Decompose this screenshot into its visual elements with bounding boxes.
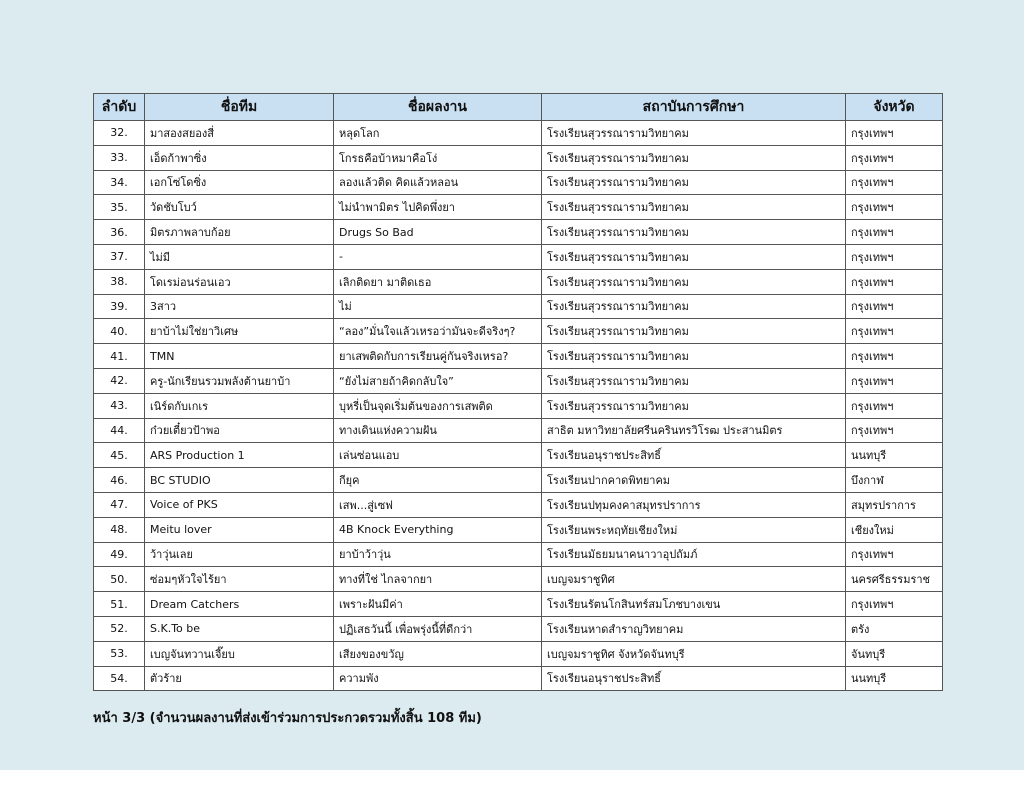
- cell-institution: โรงเรียนมัธยมนาคนาวาอุปถัมภ์: [542, 542, 846, 567]
- cell-province: กรุงเทพฯ: [846, 121, 943, 146]
- cell-province: นครศรีธรรมราช: [846, 567, 943, 592]
- cell-work-title: หลุดโลก: [334, 121, 542, 146]
- cell-institution: โรงเรียนสุวรรณารามวิทยาคม: [542, 121, 846, 146]
- table-row: [94, 344, 943, 369]
- table-row: [94, 244, 943, 269]
- cell-order: 49.: [94, 542, 145, 567]
- header-institution: สถาบันการศึกษา: [542, 94, 846, 121]
- table-row: [94, 443, 943, 468]
- cell-work-title: ทางที่ใช่ ไกลจากยา: [334, 567, 542, 592]
- cell-institution: โรงเรียนรัตนโกสินทร์สมโภชบางเขน: [542, 592, 846, 617]
- table-row: [94, 269, 943, 294]
- cell-province: กรุงเทพฯ: [846, 244, 943, 269]
- header-work-title: ชื่อผลงาน: [334, 94, 542, 121]
- cell-province: กรุงเทพฯ: [846, 418, 943, 443]
- cell-team-name: Voice of PKS: [145, 492, 334, 517]
- cell-province: กรุงเทพฯ: [846, 368, 943, 393]
- cell-province: นนทบุรี: [846, 666, 943, 691]
- cell-team-name: ว้าวุ่นเลย: [145, 542, 334, 567]
- cell-team-name: TMN: [145, 344, 334, 369]
- header-team-name: ชื่อทีม: [145, 94, 334, 121]
- cell-province: ตรัง: [846, 616, 943, 641]
- cell-province: เชียงใหม่: [846, 517, 943, 542]
- cell-province: สมุทรปราการ: [846, 492, 943, 517]
- cell-team-name: BC STUDIO: [145, 468, 334, 493]
- cell-institution: เบญจมราชูทิศ จังหวัดจันทบุรี: [542, 641, 846, 666]
- table-row: [94, 468, 943, 493]
- cell-institution: สาธิต มหาวิทยาลัยศรีนครินทรวิโรฒ ประสานมิตร: [542, 418, 846, 443]
- cell-work-title: โกรธคือบ้าหมาคือโง่: [334, 145, 542, 170]
- header-row: [94, 94, 943, 121]
- cell-work-title: ไม่นำพามิตร ไปคิดพึ่งยา: [334, 195, 542, 220]
- cell-institution: โรงเรียนสุวรรณารามวิทยาคม: [542, 368, 846, 393]
- table-row: [94, 418, 943, 443]
- cell-province: กรุงเทพฯ: [846, 344, 943, 369]
- table-row: [94, 641, 943, 666]
- cell-order: 45.: [94, 443, 145, 468]
- cell-institution: โรงเรียนพระหฤทัยเชียงใหม่: [542, 517, 846, 542]
- cell-institution: โรงเรียนหาดสำราญวิทยาคม: [542, 616, 846, 641]
- table-row: [94, 492, 943, 517]
- cell-work-title: 4B Knock Everything: [334, 517, 542, 542]
- cell-province: จันทบุรี: [846, 641, 943, 666]
- cell-work-title: -: [334, 244, 542, 269]
- cell-work-title: บุหรี่เป็นจุดเริ่มต้นของการเสพติด: [334, 393, 542, 418]
- cell-work-title: “ยังไม่สายถ้าคิดกลับใจ”: [334, 368, 542, 393]
- cell-province: กรุงเทพฯ: [846, 592, 943, 617]
- cell-order: 32.: [94, 121, 145, 146]
- table-row: [94, 666, 943, 691]
- cell-order: 34.: [94, 170, 145, 195]
- table-row: [94, 368, 943, 393]
- table-row: [94, 517, 943, 542]
- cell-order: 50.: [94, 567, 145, 592]
- cell-order: 39.: [94, 294, 145, 319]
- cell-work-title: “ลอง”มั่นใจแล้วเหรอว่ามันจะดีจริงๆ?: [334, 319, 542, 344]
- cell-work-title: ความพัง: [334, 666, 542, 691]
- cell-order: 52.: [94, 616, 145, 641]
- cell-work-title: กียุค: [334, 468, 542, 493]
- cell-team-name: ไม่มี: [145, 244, 334, 269]
- cell-order: 51.: [94, 592, 145, 617]
- cell-province: กรุงเทพฯ: [846, 170, 943, 195]
- cell-institution: โรงเรียนสุวรรณารามวิทยาคม: [542, 220, 846, 245]
- cell-team-name: 3สาว: [145, 294, 334, 319]
- cell-province: บึงกาฬ: [846, 468, 943, 493]
- cell-institution: โรงเรียนสุวรรณารามวิทยาคม: [542, 269, 846, 294]
- cell-institution: โรงเรียนสุวรรณารามวิทยาคม: [542, 319, 846, 344]
- table-row: [94, 567, 943, 592]
- table-row: [94, 542, 943, 567]
- cell-province: กรุงเทพฯ: [846, 294, 943, 319]
- cell-team-name: เนิร์ดกับเกเร: [145, 393, 334, 418]
- cell-institution: โรงเรียนอนุราชประสิทธิ์: [542, 666, 846, 691]
- cell-work-title: เสียงของขวัญ: [334, 641, 542, 666]
- cell-work-title: ทางเดินแห่งความฝัน: [334, 418, 542, 443]
- cell-order: 43.: [94, 393, 145, 418]
- cell-order: 40.: [94, 319, 145, 344]
- cell-institution: เบญจมราชูทิศ: [542, 567, 846, 592]
- table-header: [94, 94, 943, 121]
- cell-province: นนทบุรี: [846, 443, 943, 468]
- cell-work-title: ไม่: [334, 294, 542, 319]
- cell-work-title: เล่นซ่อนแอบ: [334, 443, 542, 468]
- cell-work-title: ลองแล้วติด คิดแล้วหลอน: [334, 170, 542, 195]
- cell-work-title: ยาเสพติดกับการเรียนคู่กันจริงเหรอ?: [334, 344, 542, 369]
- cell-order: 47.: [94, 492, 145, 517]
- cell-order: 38.: [94, 269, 145, 294]
- cell-institution: โรงเรียนสุวรรณารามวิทยาคม: [542, 195, 846, 220]
- cell-institution: โรงเรียนอนุราชประสิทธิ์: [542, 443, 846, 468]
- cell-team-name: ARS Production 1: [145, 443, 334, 468]
- cell-work-title: ยาบ้าว้าวุ่น: [334, 542, 542, 567]
- cell-work-title: เสพ...สู่เซฟ: [334, 492, 542, 517]
- cell-work-title: เพราะฝันมีค่า: [334, 592, 542, 617]
- cell-team-name: มาสองสยองสี่: [145, 121, 334, 146]
- cell-province: กรุงเทพฯ: [846, 195, 943, 220]
- cell-order: 46.: [94, 468, 145, 493]
- table-row: [94, 121, 943, 146]
- cell-institution: โรงเรียนปากคาดพิทยาคม: [542, 468, 846, 493]
- cell-institution: โรงเรียนสุวรรณารามวิทยาคม: [542, 244, 846, 269]
- cell-order: 33.: [94, 145, 145, 170]
- table-row: [94, 294, 943, 319]
- cell-institution: โรงเรียนสุวรรณารามวิทยาคม: [542, 393, 846, 418]
- cell-institution: โรงเรียนสุวรรณารามวิทยาคม: [542, 170, 846, 195]
- cell-institution: โรงเรียนสุวรรณารามวิทยาคม: [542, 294, 846, 319]
- table-row: [94, 616, 943, 641]
- cell-team-name: Meitu lover: [145, 517, 334, 542]
- cell-province: กรุงเทพฯ: [846, 269, 943, 294]
- table-row: [94, 220, 943, 245]
- table-row: [94, 145, 943, 170]
- cell-team-name: ครู-นักเรียนรวมพลังต้านยาบ้า: [145, 368, 334, 393]
- page-footer-note: หน้า 3/3 (จำนวนผลงานที่ส่งเข้าร่วมการประกวดรวมทั้งสิ้น 108 ทีม): [93, 711, 482, 726]
- header-province: จังหวัด: [846, 94, 943, 121]
- table-row: [94, 393, 943, 418]
- cell-province: กรุงเทพฯ: [846, 319, 943, 344]
- table-row: [94, 592, 943, 617]
- cell-province: กรุงเทพฯ: [846, 220, 943, 245]
- cell-institution: โรงเรียนปทุมคงคาสมุทรปราการ: [542, 492, 846, 517]
- cell-team-name: Dream Catchers: [145, 592, 334, 617]
- cell-team-name: โดเรม่อนร่อนเอว: [145, 269, 334, 294]
- cell-work-title: เลิกติดยา มาติดเธอ: [334, 269, 542, 294]
- cell-institution: โรงเรียนสุวรรณารามวิทยาคม: [542, 344, 846, 369]
- cell-institution: โรงเรียนสุวรรณารามวิทยาคม: [542, 145, 846, 170]
- cell-order: 41.: [94, 344, 145, 369]
- cell-team-name: มิตรภาพลาบก้อย: [145, 220, 334, 245]
- header-order: ลำดับ: [94, 94, 145, 121]
- cell-province: กรุงเทพฯ: [846, 145, 943, 170]
- cell-team-name: เอ็ดก้าพาซิ่ง: [145, 145, 334, 170]
- cell-team-name: วัดชับโบว์: [145, 195, 334, 220]
- cell-work-title: Drugs So Bad: [334, 220, 542, 245]
- table-row: [94, 195, 943, 220]
- cell-order: 35.: [94, 195, 145, 220]
- cell-team-name: S.K.To be: [145, 616, 334, 641]
- cell-team-name: เอกโซ่โดซิ่ง: [145, 170, 334, 195]
- cell-order: 36.: [94, 220, 145, 245]
- cell-order: 37.: [94, 244, 145, 269]
- cell-order: 44.: [94, 418, 145, 443]
- cell-order: 53.: [94, 641, 145, 666]
- cell-province: กรุงเทพฯ: [846, 393, 943, 418]
- cell-province: กรุงเทพฯ: [846, 542, 943, 567]
- cell-order: 54.: [94, 666, 145, 691]
- cell-order: 48.: [94, 517, 145, 542]
- table-row: [94, 319, 943, 344]
- table-row: [94, 170, 943, 195]
- cell-order: 42.: [94, 368, 145, 393]
- cell-team-name: ก๋วยเตี๋ยวป้าพอ: [145, 418, 334, 443]
- table-body: [94, 121, 943, 691]
- results-table: [93, 93, 943, 691]
- cell-work-title: ปฏิเสธวันนี้ เพื่อพรุ่งนี้ที่ดีกว่า: [334, 616, 542, 641]
- cell-team-name: เบญจันทวานเจี๊ยบ: [145, 641, 334, 666]
- cell-team-name: ซ่อมๆหัวใจไร้ยา: [145, 567, 334, 592]
- cell-team-name: ยาบ้าไม่ใช่ยาวิเศษ: [145, 319, 334, 344]
- cell-team-name: ตัวร้าย: [145, 666, 334, 691]
